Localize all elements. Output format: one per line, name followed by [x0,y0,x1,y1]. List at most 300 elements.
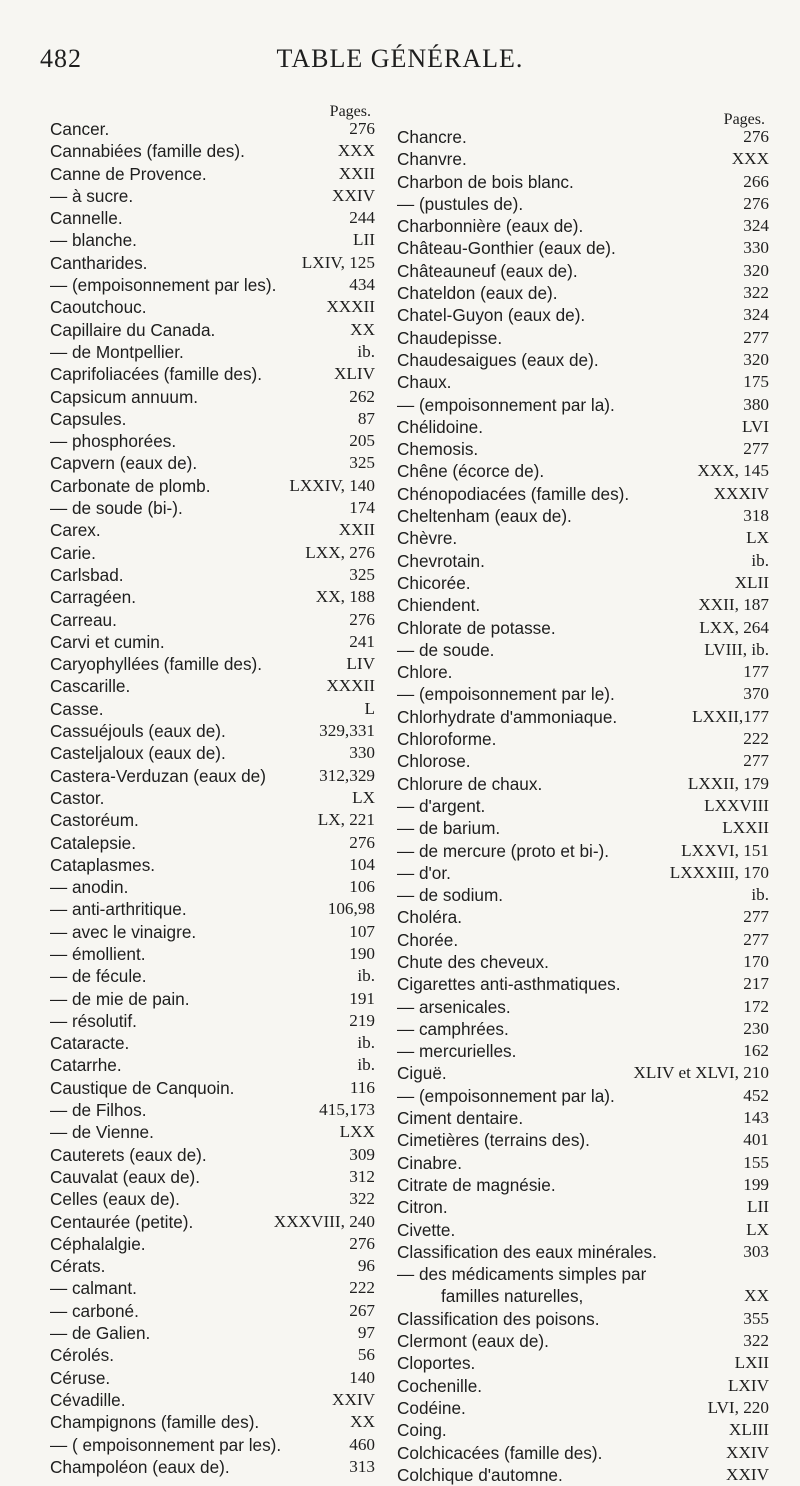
entry-page-ref: 87 [357,408,375,428]
entry-page-ref: LIV [346,654,375,674]
entry-term: Chatel-Guyon (eaux de). [397,305,586,326]
entry-term: Cannabiées (famille des). [50,141,245,162]
entry-page-ref: 276 [349,609,375,629]
index-entry [397,260,769,282]
index-entry [397,951,769,973]
entry-page-ref: 277 [743,439,769,459]
index-entry [50,698,375,720]
entry-page-ref: XXIV [332,185,375,205]
entry-term: Cantharides. [50,252,148,273]
index-entry [50,631,375,653]
entry-page-ref: 355 [743,1308,769,1328]
index-entry [397,126,769,148]
entry-page-ref: 277 [743,907,769,927]
entry-term: Châteauneuf (eaux de). [397,260,578,281]
index-entry [50,809,375,831]
entry-page-ref: LVIII, ib. [704,639,769,659]
index-column-right [397,112,769,1486]
entry-page-ref: XX [350,1412,375,1432]
entry-term: Champoléon (eaux de). [50,1456,230,1477]
index-entry [397,773,769,795]
entry-term: familles naturelles, [441,1286,584,1307]
index-entry [397,282,769,304]
index-entry [50,1300,375,1322]
entry-page-ref: 276 [743,193,769,213]
index-entry [397,1018,769,1040]
entry-page-ref: 276 [349,832,375,852]
entry-page-ref: 460 [349,1434,375,1454]
page-header [40,44,760,84]
index-entry [50,787,375,809]
entry-page-ref: XLII [734,572,769,592]
entry-term: — blanche. [50,230,137,251]
index-entry [50,408,375,430]
entry-term: Cascarille. [50,676,131,697]
index-entry [397,1263,769,1285]
entry-page-ref: 277 [743,929,769,949]
entry-term: — à sucre. [50,185,134,206]
entry-term: Chaudesaigues (eaux de). [397,349,599,370]
entry-term: Cigarettes anti-asthmatiques. [397,974,621,995]
index-entry [397,1174,769,1196]
entry-page-ref: 322 [349,1189,375,1209]
entry-page-ref: 162 [743,1041,769,1061]
index-entry [50,1277,375,1299]
entry-term: — (empoisonnement par les). [50,275,277,296]
entry-term: Cérats. [50,1256,106,1277]
entry-page-ref: 322 [743,1331,769,1351]
index-entry [397,1308,769,1330]
index-entry [397,171,769,193]
index-entry [50,1456,375,1478]
index-entry [397,639,769,661]
index-entry [50,921,375,943]
entry-term: Capvern (eaux de). [50,453,198,474]
entry-page-ref [763,1263,769,1285]
entry-page-ref: LXXIV, 140 [289,475,375,495]
entry-term: Ciment dentaire. [397,1108,524,1129]
entry-page-ref: 320 [743,260,769,280]
entry-page-ref: 312,329 [319,765,375,785]
index-entry [50,609,375,631]
index-entry [50,1367,375,1389]
entry-term: Civette. [397,1219,456,1240]
entry-term: Cinabre. [397,1152,462,1173]
index-entry [50,542,375,564]
index-entry [50,965,375,987]
index-entry [397,840,769,862]
entry-term: — de Filhos. [50,1100,147,1121]
entry-page-ref: 324 [743,305,769,325]
entry-term: Chlorose. [397,751,471,772]
entry-term: Céruse. [50,1367,111,1388]
entry-page-ref: 266 [743,171,769,191]
entry-term: Chateldon (eaux de). [397,283,558,304]
entry-page-ref: 205 [349,431,375,451]
index-entry [397,728,769,750]
entry-page-ref: LII [747,1197,769,1217]
entry-page-ref: LXX [339,1122,375,1142]
entry-term: Carie. [50,542,96,563]
entry-page-ref: 217 [743,974,769,994]
entry-term: Centaurée (petite). [50,1211,194,1232]
entry-term: Chemosis. [397,439,479,460]
entry-page-ref: XLIII [728,1420,769,1440]
index-entry [50,898,375,920]
pages-label: Pages. [723,111,765,128]
entry-page-ref: LII [353,230,375,250]
running-title: TABLE GÉNÉRALE. [276,44,524,73]
entry-page-ref: 106,98 [327,899,375,919]
entry-page-ref: 106 [349,877,375,897]
entry-page-ref: 312 [349,1166,375,1186]
entry-page-ref: 434 [349,275,375,295]
index-entry [397,617,769,639]
index-entry [50,252,375,274]
entry-term: Classification des eaux minérales. [397,1241,657,1262]
entry-term: — de sodium. [397,885,504,906]
entry-page-ref: LX [352,787,375,807]
index-entry [397,1375,769,1397]
entry-term: — de Galien. [50,1323,151,1344]
index-entry [50,430,375,452]
entry-term: Classification des poisons. [397,1308,600,1329]
index-entry [397,304,769,326]
index-entry [397,327,769,349]
entry-term: Champignons (famille des). [50,1412,260,1433]
entry-term: Cauvalat (eaux de). [50,1166,200,1187]
index-entry [50,1344,375,1366]
index-entry [397,750,769,772]
entry-term: — résolutif. [50,1010,137,1031]
entry-page-ref: LXXII [722,818,769,838]
entry-page-ref: 191 [349,988,375,1008]
entry-page-ref: 322 [743,283,769,303]
entry-page-ref: 140 [349,1367,375,1387]
entry-page-ref: 143 [743,1108,769,1128]
entry-term: Château-Gonthier (eaux de). [397,238,616,259]
entry-term: — (empoisonnement par la). [397,1085,615,1106]
index-entry [50,341,375,363]
entry-page-ref: XXII [338,520,375,540]
index-entry [397,460,769,482]
entry-page-ref: 174 [349,498,375,518]
index-entry [50,207,375,229]
entry-page-ref: 277 [743,751,769,771]
index-entry [50,564,375,586]
entry-term: Cassuéjouls (eaux de). [50,721,226,742]
entry-page-ref: 107 [349,921,375,941]
entry-term: Chancre. [397,127,467,147]
index-entry [50,988,375,1010]
index-entry [397,215,769,237]
entry-term: — carboné. [50,1300,139,1321]
index-entry [397,1219,769,1241]
entry-page-ref: XXXIV [713,483,769,503]
entry-page-ref: LXIV, 125 [301,252,375,272]
entry-term: Clermont (eaux de). [397,1331,549,1352]
index-entry [397,929,769,951]
entry-page-ref: XXX, 145 [697,461,769,481]
entry-page-ref: 325 [349,453,375,473]
entry-page-ref: LXXVI, 151 [681,840,769,860]
entry-term: Carex. [50,520,101,541]
entry-term: Chiendent. [397,595,481,616]
entry-term: — de Vienne. [50,1122,154,1143]
entry-term: Castor. [50,787,105,808]
entry-page-ref: 199 [743,1174,769,1194]
entry-term: Capsicum annuum. [50,386,199,407]
index-entry [50,720,375,742]
index-entry [50,1211,375,1233]
entry-page-ref: 219 [349,1010,375,1030]
entry-page-ref: ib. [751,885,769,905]
entry-term: Carragéen. [50,587,136,608]
entry-term: — (pustules de). [397,193,524,214]
entry-term: — (empoisonnement par le). [397,684,615,705]
entry-term: Chlorhydrate d'ammoniaque. [397,706,618,727]
entry-term: Cochenille. [397,1375,483,1396]
index-entry [50,1233,375,1255]
entry-page-ref: LX, 221 [317,810,375,830]
index-entry [397,683,769,705]
index-entry [397,1062,769,1084]
entry-term: Cauterets (eaux de). [50,1144,207,1165]
entry-term: Charbonnière (eaux de). [397,216,584,237]
entry-term: — de mercure (proto et bi-). [397,840,610,861]
index-entry [50,653,375,675]
entry-page-ref: 241 [349,631,375,651]
entry-term: — émollient. [50,943,146,964]
index-entry [397,1196,769,1218]
entry-page-ref: XXX [731,149,769,169]
entry-page-ref: 177 [743,662,769,682]
entry-page-ref: XXXVIII, 240 [273,1211,375,1231]
index-entry [50,675,375,697]
index-entry [397,1442,769,1464]
entry-term: Cataplasmes. [50,854,156,875]
index-entry [50,1032,375,1054]
entry-page-ref: 276 [349,1233,375,1253]
index-entry [397,1352,769,1374]
entry-page-ref: 155 [743,1152,769,1172]
entry-term: Colchique d'automne. [397,1464,563,1485]
index-entry [50,1322,375,1344]
entry-page-ref: 330 [743,238,769,258]
entry-page-ref: 415,173 [319,1100,375,1120]
index-entry [50,497,375,519]
entry-term: Céphalalgie. [50,1233,146,1254]
index-entry [50,876,375,898]
entry-page-ref: 116 [349,1077,375,1097]
entry-page-ref: LVI [741,416,769,436]
entry-term: Caryophyllées (famille des). [50,654,263,675]
entry-page-ref: XX [350,319,375,339]
entry-page-ref: 370 [743,684,769,704]
entry-term: Citron. [397,1197,448,1218]
index-entry [397,1464,769,1486]
entry-term: Colchicacées (famille des). [397,1442,603,1463]
entry-page-ref: L [364,698,375,718]
entry-term: Chlorure de chaux. [397,773,543,794]
index-entry [397,661,769,683]
entry-term: — des médicaments simples par [397,1264,647,1285]
index-entry [50,296,375,318]
entry-term: Cancer. [50,119,110,139]
index-entry [397,193,769,215]
index-entry [397,1040,769,1062]
entry-term: Chaux. [397,372,452,393]
index-entry [50,1188,375,1210]
entry-page-ref: 230 [743,1018,769,1038]
entry-term: Chénopodiacées (famille des). [397,483,630,504]
entry-term: Carreau. [50,609,117,630]
entry-page-ref: LXX, 264 [699,617,769,637]
entry-term: Chute des cheveux. [397,951,549,972]
entry-page-ref: 262 [349,386,375,406]
index-entry [50,319,375,341]
entry-page-ref: LXXXIII, 170 [669,862,769,882]
index-entry [50,163,375,185]
entry-term: Castoréum. [50,810,139,831]
entry-term: Coing. [397,1420,447,1441]
entry-page-ref: 452 [743,1085,769,1105]
entry-page-ref: LXII [734,1353,769,1373]
entry-page-ref: LVI, 220 [707,1397,769,1417]
entry-page-ref: 320 [743,349,769,369]
entry-term: — avec le vinaigre. [50,921,197,942]
index-entry [50,586,375,608]
entry-page-ref: LXXVIII [704,795,769,815]
entry-term: Canne de Provence. [50,163,207,184]
index-entry [397,1152,769,1174]
index-entry [50,475,375,497]
entry-term: — phosphorées. [50,431,177,452]
index-entry [50,1389,375,1411]
entry-term: — d'argent. [397,795,486,816]
entry-page-ref: 276 [743,127,769,146]
entry-page-ref: XXX [337,141,375,161]
entry-term: — de Montpellier. [50,341,184,362]
entry-term: Cheltenham (eaux de). [397,506,572,527]
index-column-left [50,104,375,1478]
entry-term: — ( empoisonnement par les). [50,1434,282,1455]
entry-term: Cévadille. [50,1389,126,1410]
index-entry [397,884,769,906]
entry-term: — (empoisonnement par la). [397,394,615,415]
entry-term: — d'or. [397,862,451,883]
entry-page-ref: 330 [349,743,375,763]
entry-page-ref: XXXII [326,297,375,317]
entry-page-ref: LX [746,1219,769,1239]
index-entry [397,483,769,505]
entry-term: Chlorate de potasse. [397,617,556,638]
entry-page-ref: 309 [349,1144,375,1164]
entry-page-ref: XXXII [326,676,375,696]
entry-page-ref: 104 [349,854,375,874]
entry-term: Cloportes. [397,1353,476,1374]
entry-page-ref: XLIV [333,364,375,384]
pages-label: Pages. [329,103,371,120]
entry-term: Chicorée. [397,572,471,593]
index-entry [397,237,769,259]
entry-term: Carbonate de plomb. [50,475,211,496]
entry-page-ref: 329,331 [319,721,375,741]
index-entry [50,1121,375,1143]
index-entry [397,505,769,527]
index-entry [397,996,769,1018]
entry-term: Chaudepisse. [397,327,503,348]
index-entry [397,973,769,995]
index-entry [397,817,769,839]
entry-page-ref: 276 [349,119,375,138]
entry-page-ref: LXXII,177 [692,706,769,726]
index-entry [397,1085,769,1107]
index-entry [397,1330,769,1352]
index-entry [50,229,375,251]
index-entry [50,854,375,876]
entry-term: Casteljaloux (eaux de). [50,743,226,764]
entry-term: Capillaire du Canada. [50,319,216,340]
index-entry [50,519,375,541]
entry-page-ref: 222 [743,729,769,749]
entry-term: Capsules. [50,408,127,429]
entry-term: — mercurielles. [397,1041,517,1062]
index-entry [50,140,375,162]
entry-page-ref: 303 [743,1241,769,1261]
entry-term: — de fécule. [50,966,147,987]
index-entry [397,1285,769,1307]
index-entry [397,1107,769,1129]
index-entry [397,148,769,170]
entry-term: Cannelle. [50,208,123,229]
index-entry [397,594,769,616]
index-entry [397,527,769,549]
entry-page-ref: XX [744,1286,769,1306]
entry-term: — de soude (bi-). [50,498,183,519]
index-entry [397,550,769,572]
entry-page-ref: 401 [743,1130,769,1150]
entry-page-ref: LXX, 276 [305,542,375,562]
entry-page-ref: XXIV [332,1389,375,1409]
entry-page-ref: ib. [357,1033,375,1053]
index-entry [397,1397,769,1419]
entry-term: — camphrées. [397,1018,509,1039]
entry-term: Charbon de bois blanc. [397,171,574,192]
entry-term: Chlore. [397,662,453,683]
entry-page-ref: 318 [743,506,769,526]
entry-page-ref: 277 [743,327,769,347]
entry-term: Chorée. [397,929,459,950]
entry-page-ref: 96 [357,1256,375,1276]
entry-page-ref: 267 [349,1300,375,1320]
entry-page-ref: ib. [357,1055,375,1075]
index-entry [50,832,375,854]
entry-term: Carvi et cumin. [50,631,165,652]
entry-page-ref: 380 [743,394,769,414]
index-entry [50,1010,375,1032]
index-entry [397,1419,769,1441]
index-entry [50,1054,375,1076]
page-number: 482 [40,44,82,73]
index-entry [50,1411,375,1433]
index-entry [50,185,375,207]
entry-page-ref: 324 [743,216,769,236]
entry-page-ref: 244 [349,208,375,228]
entry-term: Castera-Verduzan (eaux de) [50,765,266,786]
index-entry [50,1434,375,1456]
index-entry [50,1144,375,1166]
